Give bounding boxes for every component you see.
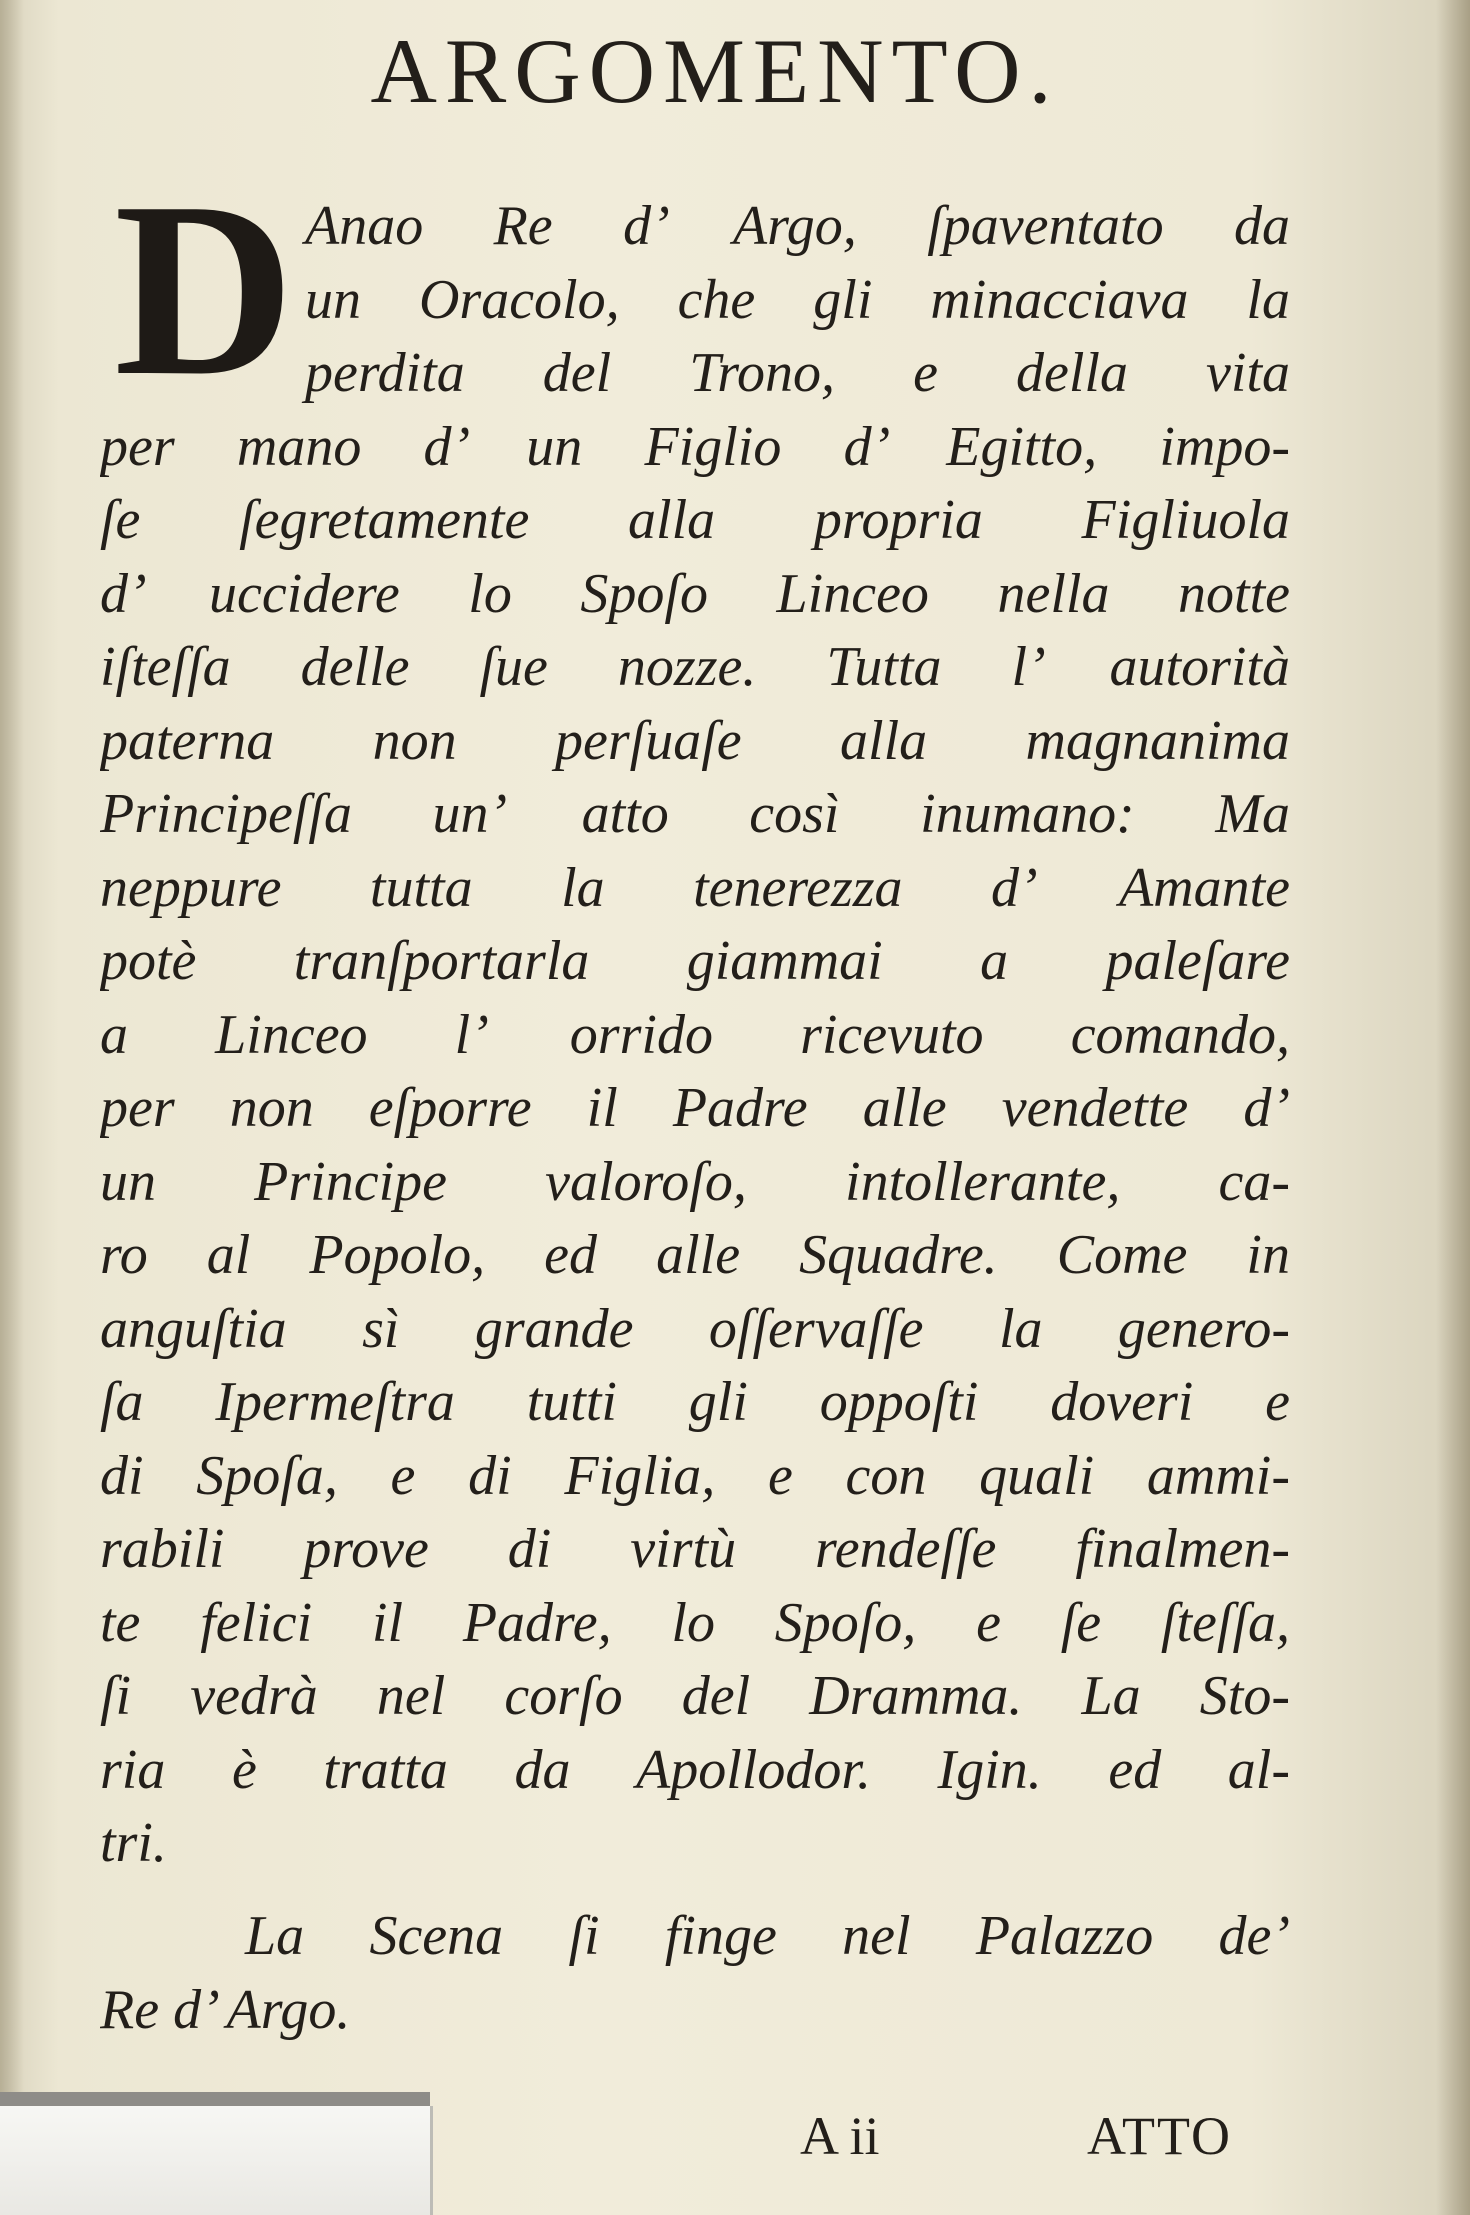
scene-note [100, 1900, 1290, 2047]
paper-slip [0, 2106, 433, 2215]
text-line: rabili prove di virtù rendeſſe finalmen- [100, 1518, 1290, 1580]
text-line: Anao Re d’ Argo, ſpaventato da [305, 195, 1290, 257]
text-line: te felici il Padre, lo Spoſo, e ſe ſteſſa, [100, 1591, 1290, 1654]
text-line: paterna non perſuaſe alla magnanima [100, 709, 1290, 772]
text-line: perdita del Trono, e della vita [305, 342, 1290, 404]
text-line: un Principe valoroſo, intollerante, ca- [100, 1150, 1290, 1213]
text-line: neppure tutta la tenerezza d’ Amante [100, 856, 1290, 919]
text-line: un Oracolo, che gli minacciava la [305, 268, 1290, 331]
text-line: di Spoſa, e di Figlia, e con quali ammi- [100, 1444, 1290, 1507]
text-line: per non eſporre il Padre alle vendette d’ [100, 1077, 1290, 1139]
scene-line: La Scena ſi finge nel Palazzo de’ [245, 1905, 1290, 1967]
text-line: a Linceo l’ orrido ricevuto comando, [100, 1003, 1290, 1066]
text-line: tri. [100, 1812, 167, 1874]
text-line: per mano d’ un Figlio d’ Egitto, impo- [100, 415, 1290, 478]
catchword: ATTO [1087, 2106, 1233, 2166]
page-gutter-shadow [0, 0, 24, 2215]
text-line: ro al Popolo, ed alle Squadre. Come in [100, 1224, 1290, 1286]
drop-cap-initial: D [114, 151, 295, 428]
text-line: potè tranſportarla giammai a paleſare [100, 930, 1290, 992]
paper-slip-edge [0, 2092, 430, 2106]
text-line: iſteſſa delle ſue nozze. Tutta l’ autorità [100, 636, 1290, 698]
text-line: anguſtia sì grande oſſervaſſe la genero- [100, 1297, 1290, 1360]
page-edge-shadow [1436, 0, 1470, 2215]
text-line: Principeſſa un’ atto così inumano: Ma [100, 783, 1290, 845]
text-line: ſa Ipermeſtra tutti gli oppoſti doveri e [100, 1371, 1290, 1433]
text-line: d’ uccidere lo Spoſo Linceo nella notte [100, 562, 1290, 625]
text-line: ſi vedrà nel corſo del Dramma. La Sto- [100, 1665, 1290, 1727]
signature-mark: A ii [800, 2106, 880, 2166]
text-line: ſe ſegretamente alla propria Figliuola [100, 489, 1290, 551]
page-title: ARGOMENTO. [370, 20, 1060, 122]
text-line: ria è tratta da Apollodor. Igin. ed al- [100, 1738, 1290, 1801]
scene-line: Re d’ Argo. [100, 1978, 351, 2041]
argument-text [100, 151, 1290, 1881]
